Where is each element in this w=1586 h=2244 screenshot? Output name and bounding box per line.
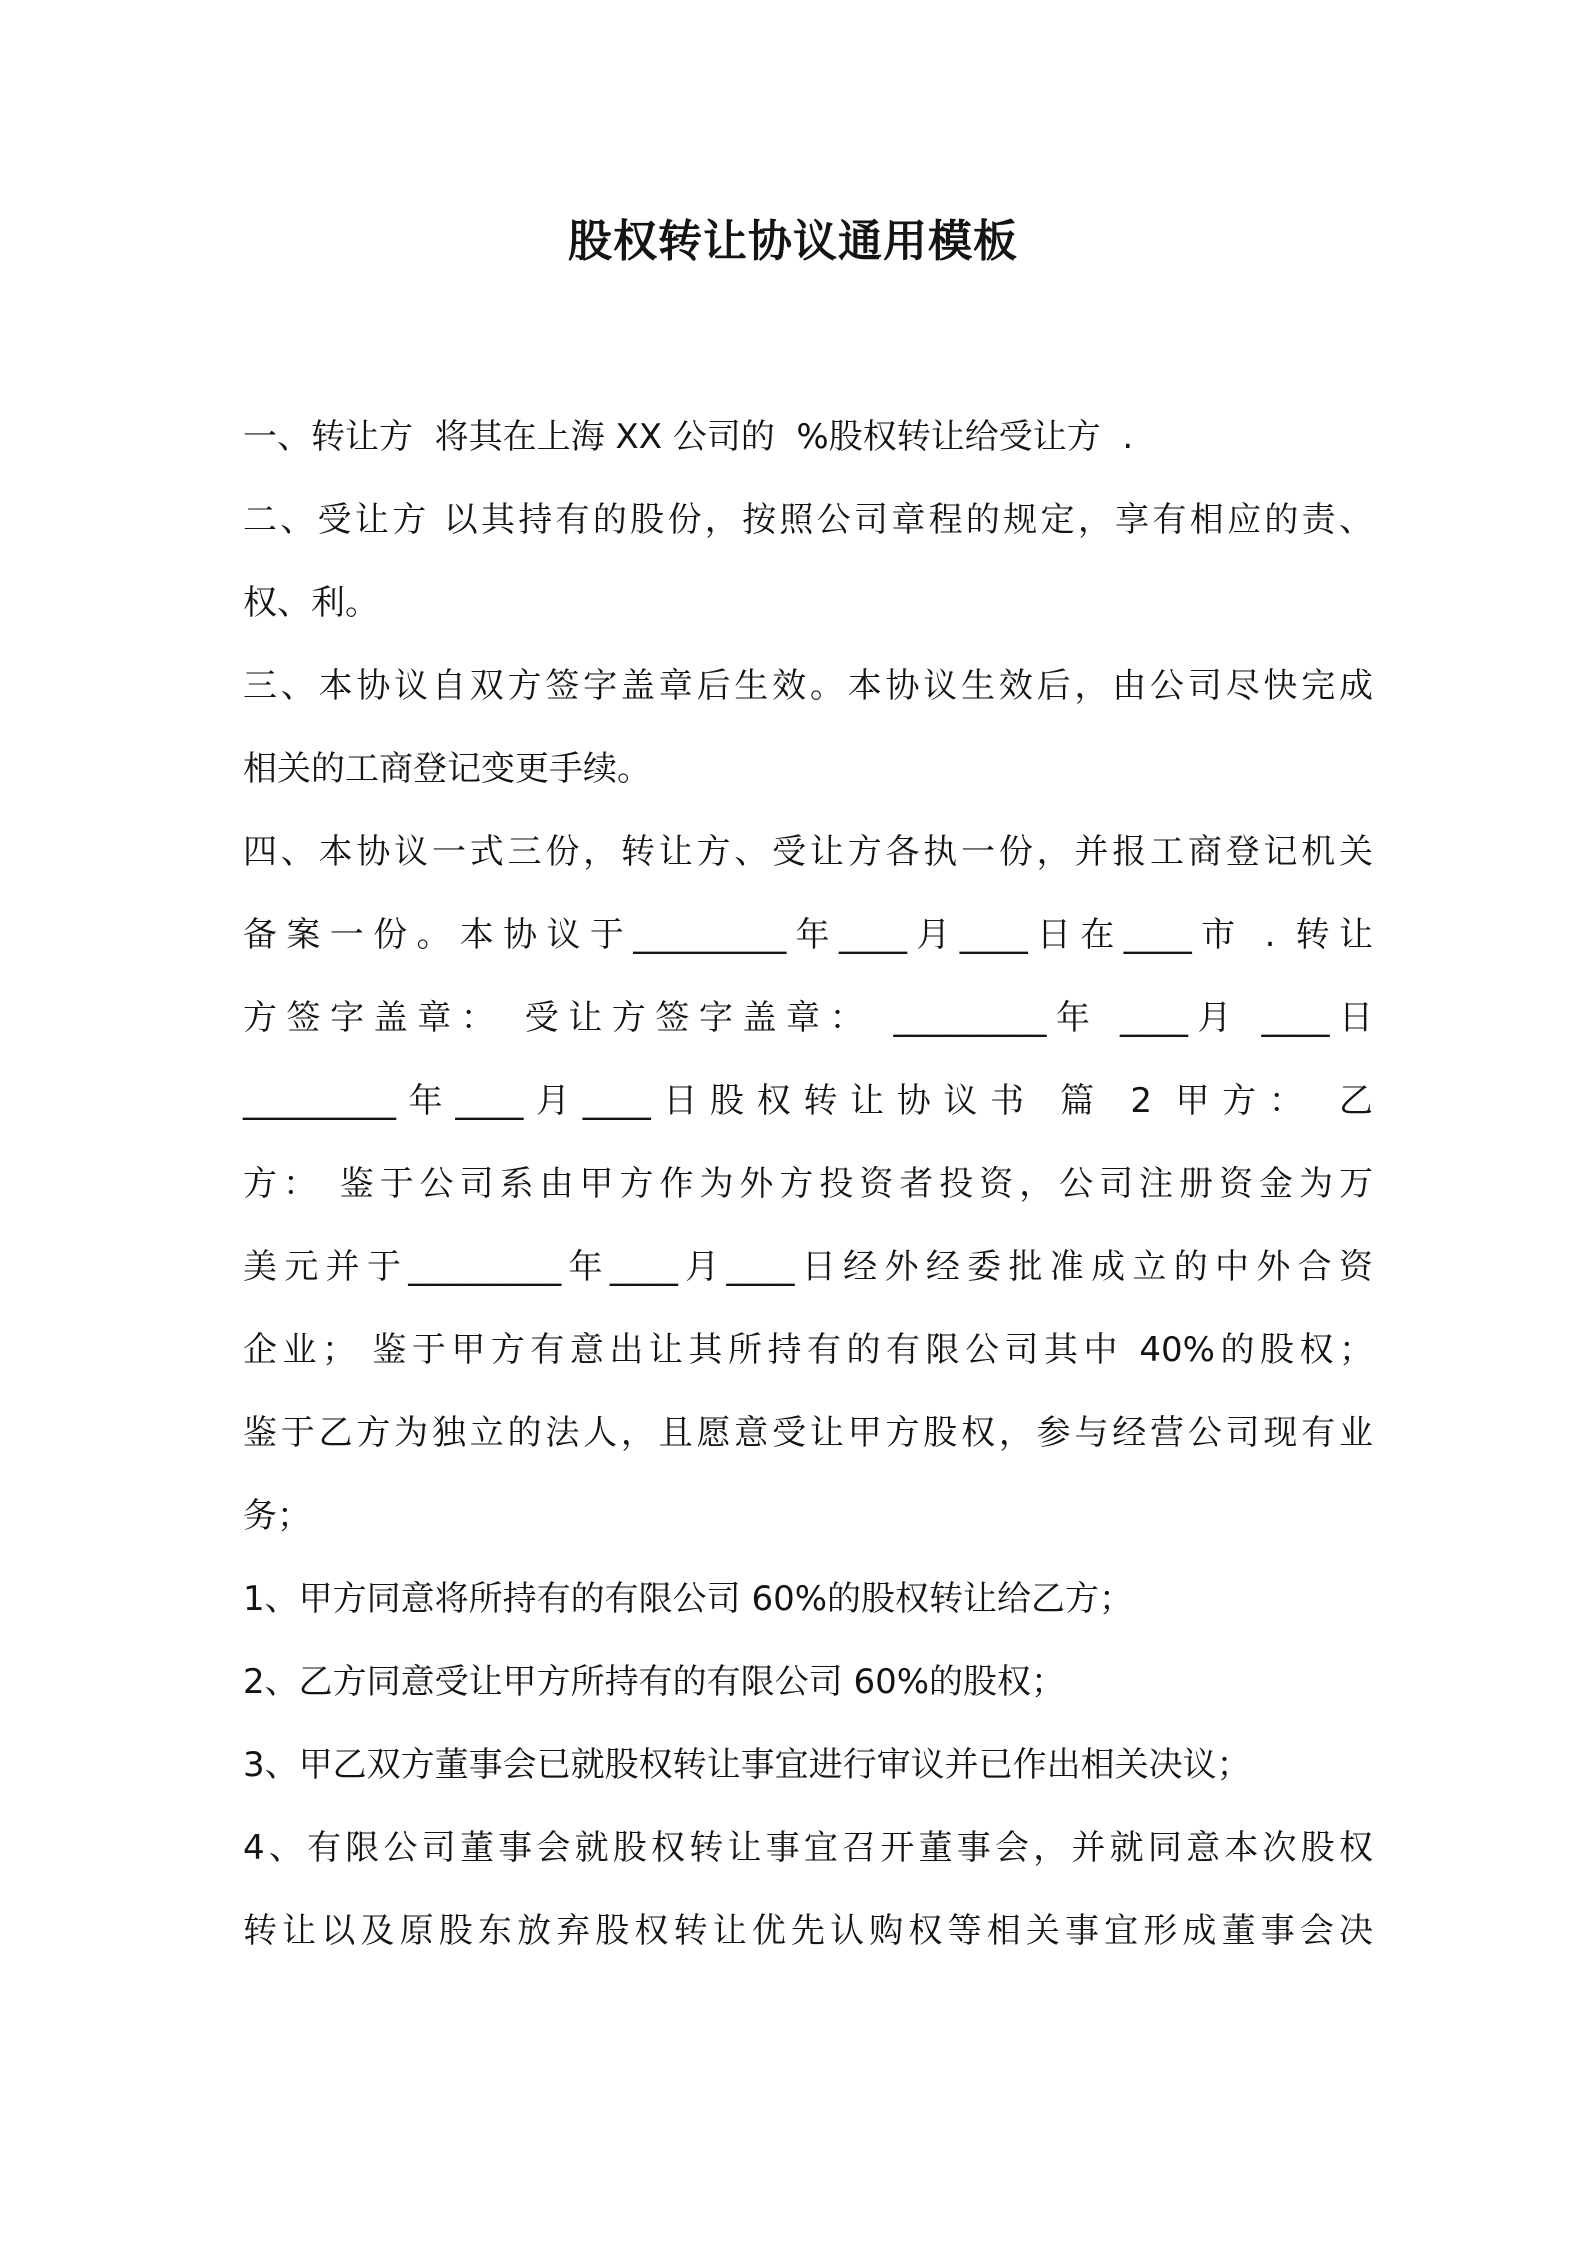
paragraph-4-line-3: 方签字盖章： 受让方签字盖章： _________年 ____月 ____日 (243, 998, 1373, 1038)
paragraph-3-line-2: 相关的工商登记变更手续。 (243, 749, 651, 789)
clause-1: 1、甲方同意将所持有的有限公司 60%的股权转让给乙方； (243, 1579, 1134, 1619)
paragraph-2-line-1: 二、受让方 以其持有的股份，按照公司章程的规定，享有相应的责、 (243, 500, 1373, 540)
paragraph-2-line-2: 权、利。 (243, 583, 379, 623)
paragraph-4-line-4: _________年____月____日股权转让协议书 篇 2 甲方： 乙 (243, 1081, 1373, 1121)
paragraph-4-line-6: 美元并于_________年____月____日经外经委批准成立的中外合资 (243, 1247, 1373, 1287)
paragraph-4-line-5: 方： 鉴于公司系由甲方作为外方投资者投资，公司注册资金为万 (243, 1164, 1373, 1204)
paragraph-4-line-1: 四、本协议一式三份，转让方、受让方各执一份，并报工商登记机关 (243, 832, 1373, 872)
document-title: 股权转让协议通用模板 (568, 216, 1018, 267)
clause-4-line-1: 4、有限公司董事会就股权转让事宜召开董事会，并就同意本次股权 (243, 1828, 1373, 1868)
paragraph-3-line-1: 三、本协议自双方签字盖章后生效。本协议生效后，由公司尽快完成 (243, 666, 1373, 706)
clause-4-line-2: 转让以及原股东放弃股权转让优先认购权等相关事宜形成董事会决 (243, 1911, 1373, 1951)
paragraph-4-line-2: 备案一份。本协议于_________年____月____日在____市 . 转让 (243, 915, 1373, 955)
clause-3: 3、甲乙双方董事会已就股权转让事宜进行审议并已作出相关决议； (243, 1745, 1251, 1785)
paragraph-4-line-8: 鉴于乙方为独立的法人，且愿意受让甲方股权，参与经营公司现有业 (243, 1413, 1373, 1453)
clause-2: 2、乙方同意受让甲方所持有的有限公司 60%的股权； (243, 1662, 1066, 1702)
paragraph-4-line-7: 企业； 鉴于甲方有意出让其所持有的有限公司其中 40%的股权； (243, 1330, 1373, 1370)
paragraph-1-line-1: 一、转让方 将其在上海 XX 公司的 %股权转让给受让方 . (243, 417, 1134, 457)
paragraph-4-line-9: 务； (243, 1496, 311, 1536)
